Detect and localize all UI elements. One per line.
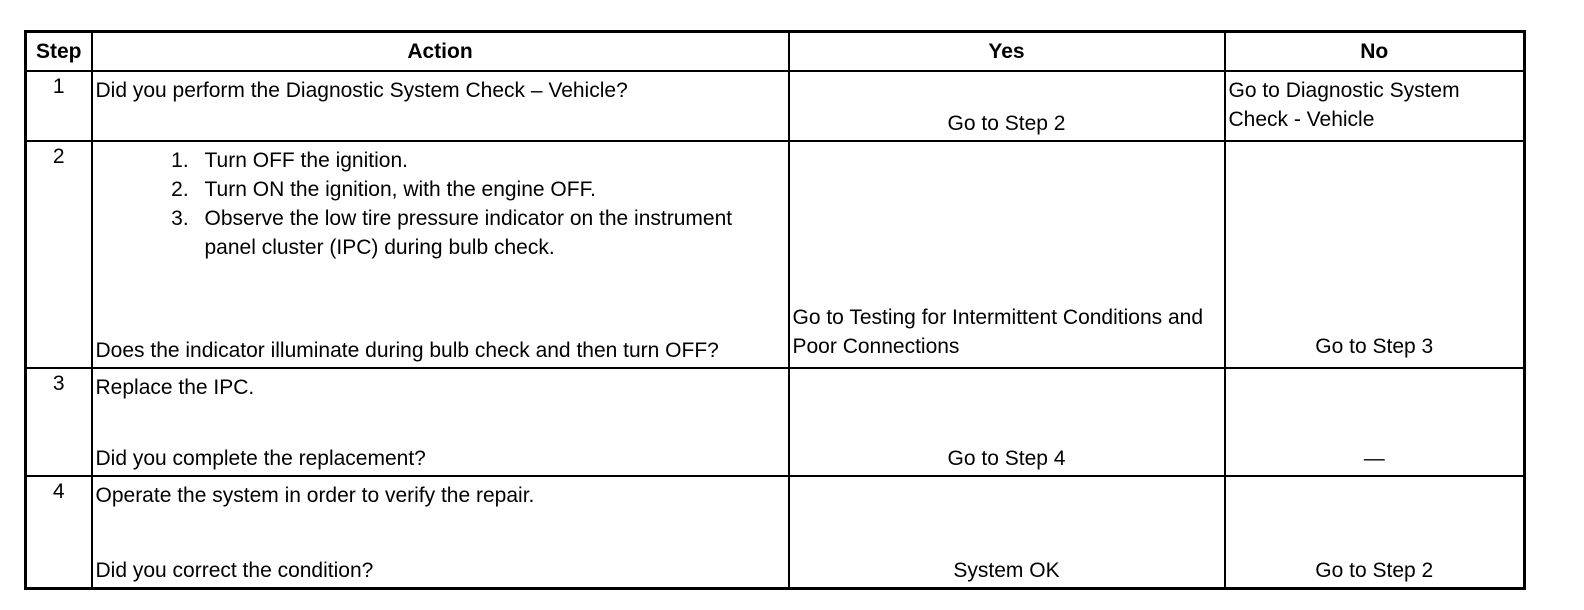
no-cell <box>1225 368 1525 476</box>
action-step-item: 1. Turn OFF the ignition. <box>195 146 785 175</box>
action-question: Did you correct the condition? <box>95 559 374 582</box>
action-question: Did you complete the replacement? <box>95 447 426 470</box>
no-result: Go to Diagnostic System Check - Vehicle <box>1228 79 1460 131</box>
action-question: Does the indicator illuminate during bulb check and then turn OFF? <box>95 339 719 362</box>
no-cell <box>1225 71 1525 141</box>
no-cell <box>1225 476 1525 589</box>
action-cell <box>92 71 789 141</box>
header-step: Step <box>26 32 92 72</box>
header-no: No <box>1225 32 1525 72</box>
yes-cell <box>789 476 1225 589</box>
table-row <box>26 71 1525 141</box>
no-result: Go to Step 2 <box>1315 559 1434 582</box>
step-number: 1 <box>26 71 92 141</box>
action-cell <box>92 141 789 368</box>
step-number: 2 <box>26 141 92 368</box>
yes-result: Go to Step 2 <box>947 112 1066 135</box>
action-intro: Replace the IPC. <box>95 376 255 399</box>
action-question: Did you perform the Diagnostic System Check – Vehicle? <box>95 79 628 102</box>
table-row <box>26 141 1525 368</box>
action-cell <box>92 368 789 476</box>
diagnostic-table <box>24 30 1526 590</box>
table-row <box>26 368 1525 476</box>
action-step-item: 2. Turn ON the ignition, with the engine OFF. <box>195 175 785 204</box>
yes-result: Go to Testing for Intermittent Conditions and Poor Connections <box>792 306 1204 358</box>
action-cell <box>92 476 789 589</box>
action-steps-list <box>96 146 785 262</box>
no-cell <box>1225 141 1525 368</box>
yes-cell <box>789 368 1225 476</box>
step-number: 3 <box>26 368 92 476</box>
no-result: — <box>1363 447 1385 470</box>
no-result: Go to Step 3 <box>1315 335 1434 358</box>
table-row <box>26 476 1525 589</box>
yes-cell <box>789 71 1225 141</box>
yes-cell <box>789 141 1225 368</box>
yes-result: System OK <box>953 559 1060 582</box>
step-number: 4 <box>26 476 92 589</box>
diagnostic-table-container <box>24 30 1526 590</box>
action-intro: Operate the system in order to verify the repair. <box>95 484 535 507</box>
table-header-row <box>26 32 1525 72</box>
header-yes: Yes <box>789 32 1225 72</box>
action-step-item: 3. Observe the low tire pressure indicator on the instrument panel cluster (IPC) during bulb check. <box>195 204 785 262</box>
yes-result: Go to Step 4 <box>947 447 1066 470</box>
header-action: Action <box>92 32 789 72</box>
